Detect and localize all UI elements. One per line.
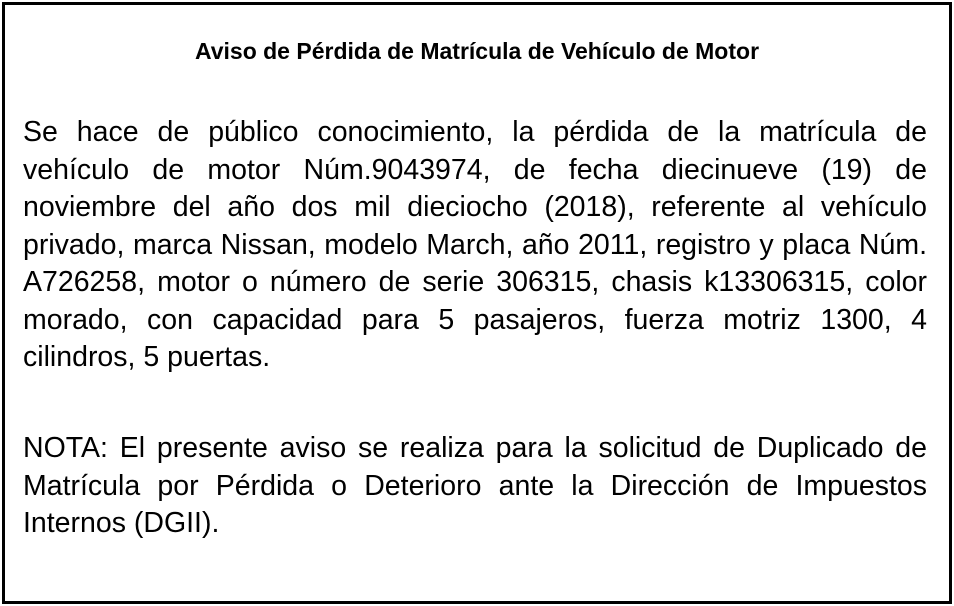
- notice-title: Aviso de Pérdida de Matrícula de Vehículo de Motor: [194, 38, 760, 64]
- notice-frame: [2, 2, 952, 604]
- notice-note-paragraph: NOTA: El presente aviso se realiza para la solicitud de Duplicado de Matrícula por Pérdida o Deterioro ante la Dirección de Impuestos Internos (DGII).: [23, 432, 927, 539]
- notice-body-paragraph: Se hace de público conocimiento, la pérdida de la matrícula de vehículo de motor Núm.9043974, de fecha diecinueve (19) de noviembre del año dos mil dieciocho (2018), referente al vehículo privado, marca Nissan, modelo March, año 2011, registro y placa Núm. A726258, motor o número de serie 306315, chasis k13306315, color morado, con capacidad para 5 pasajeros, fuerza motriz 1300, 4 cilindros, 5 puertas.: [23, 116, 927, 373]
